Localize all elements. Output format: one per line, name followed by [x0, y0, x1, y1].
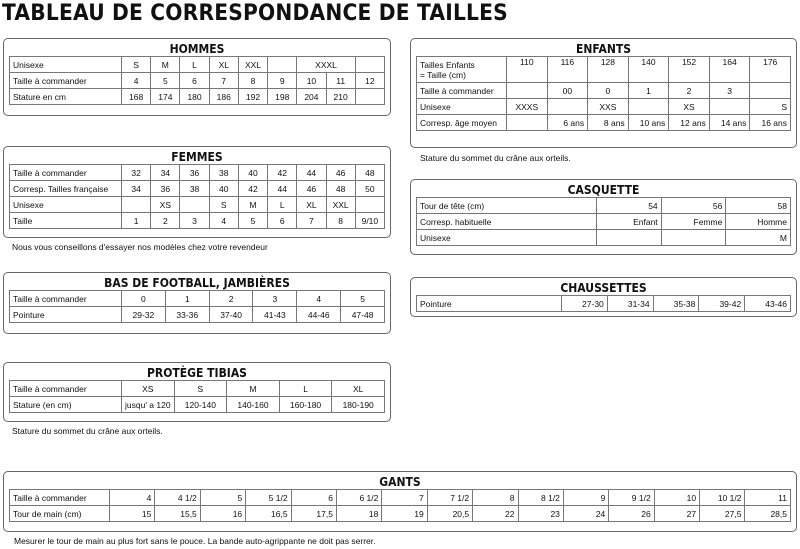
table-cell: 8: [326, 213, 355, 229]
table-cell: 0: [588, 83, 629, 99]
enfants-section: [410, 38, 797, 148]
table-cell: 116: [547, 57, 588, 83]
table-cell: [355, 57, 384, 73]
table-cell: 5: [151, 73, 180, 89]
table-cell: 46: [297, 181, 326, 197]
table-cell: 2: [151, 213, 180, 229]
table-cell: XL: [209, 57, 238, 73]
table-cell: XS: [151, 197, 180, 213]
table-cell: 6 1/2: [336, 490, 381, 506]
table-cell: 140: [628, 57, 669, 83]
table-cell: 5: [200, 490, 245, 506]
section-title: CASQUETTE: [567, 183, 640, 197]
table-cell: 27,5: [700, 506, 745, 522]
table-cell: S: [750, 99, 791, 115]
table-cell: 16,5: [246, 506, 291, 522]
row-label-line: = Taille (cm): [420, 69, 466, 80]
table-cell: 34: [122, 181, 151, 197]
table-cell: 31-34: [607, 296, 653, 312]
table-cell: 16: [200, 506, 245, 522]
table-cell: 15,5: [155, 506, 200, 522]
table-cell: 11: [745, 490, 791, 506]
row-label: Tour de tête (cm): [417, 198, 597, 214]
table-cell: 152: [669, 57, 710, 83]
table-cell: 44-46: [297, 307, 341, 323]
section-title: FEMMES: [171, 150, 223, 164]
row-label: Stature (en cm): [10, 397, 122, 413]
table-cell: 27-30: [562, 296, 608, 312]
table-cell: 2: [209, 291, 253, 307]
table-row: [417, 214, 791, 230]
table-cell: 36: [180, 165, 209, 181]
table-row: [10, 397, 385, 413]
table-cell: L: [180, 57, 209, 73]
row-label: Unisexe: [417, 99, 507, 115]
gants-table: [9, 489, 791, 522]
table-cell: 6: [291, 490, 336, 506]
row-label-line: Tailles Enfants: [420, 59, 475, 70]
row-label: Taille à commander: [417, 83, 507, 99]
table-cell: 50: [355, 181, 384, 197]
table-cell: 160-180: [279, 397, 332, 413]
table-row: [417, 83, 791, 99]
row-label: Pointure: [10, 307, 122, 323]
table-row: [10, 381, 385, 397]
row-label: Stature en cm: [10, 89, 122, 105]
table-cell: 4: [110, 490, 155, 506]
hommes-section: [3, 38, 391, 116]
table-cell: 4 1/2: [155, 490, 200, 506]
table-cell: 15: [110, 506, 155, 522]
row-label: Corresp. âge moyen: [417, 115, 507, 131]
table-cell: 9: [563, 490, 608, 506]
table-cell: 43-46: [745, 296, 791, 312]
table-cell: [355, 197, 384, 213]
table-cell: 36: [151, 181, 180, 197]
table-cell: 186: [209, 89, 238, 105]
row-label: [417, 57, 507, 83]
table-cell: 8: [473, 490, 518, 506]
table-cell: 204: [297, 89, 326, 105]
table-row: [10, 307, 385, 323]
row-label: Corresp. habituelle: [417, 214, 597, 230]
enfants-table: [416, 56, 791, 131]
bas-football-table: [9, 290, 385, 323]
table-cell: XXXL: [297, 57, 355, 73]
table-cell: 39-42: [699, 296, 745, 312]
table-cell: 37-40: [209, 307, 253, 323]
table-cell: 42: [268, 165, 297, 181]
table-cell: 42: [238, 181, 267, 197]
table-cell: 44: [297, 165, 326, 181]
table-cell: 180: [180, 89, 209, 105]
table-row: [10, 57, 385, 73]
table-cell: 14 ans: [709, 115, 750, 131]
femmes-section: [3, 146, 391, 238]
protege-tibias-section: [3, 362, 391, 422]
table-cell: 16 ans: [750, 115, 791, 131]
casquette-section: [410, 179, 797, 255]
table-cell: 20,5: [427, 506, 472, 522]
table-cell: 22: [473, 506, 518, 522]
table-cell: 46: [326, 165, 355, 181]
row-label: Taille à commander: [10, 381, 122, 397]
table-cell: 48: [355, 165, 384, 181]
row-label: Pointure: [417, 296, 562, 312]
table-cell: 18: [336, 506, 381, 522]
table-cell: Enfant: [597, 214, 662, 230]
section-title: BAS DE FOOTBALL, JAMBIÈRES: [104, 276, 290, 290]
table-row: [417, 230, 791, 246]
table-row: [10, 197, 385, 213]
table-cell: [750, 83, 791, 99]
table-cell: 120-140: [174, 397, 227, 413]
table-cell: 128: [588, 57, 629, 83]
table-cell: XL: [332, 381, 385, 397]
table-cell: 41-43: [253, 307, 297, 323]
table-cell: 23: [518, 506, 563, 522]
table-cell: jusqu' a 120: [122, 397, 175, 413]
table-row: [10, 506, 791, 522]
table-row: [10, 291, 385, 307]
table-cell: 174: [151, 89, 180, 105]
table-cell: 4: [122, 73, 151, 89]
table-cell: 1: [628, 83, 669, 99]
chaussettes-table: [416, 295, 791, 312]
row-label: Corresp. Tailles française: [10, 181, 122, 197]
table-cell: 5: [341, 291, 385, 307]
table-cell: 38: [209, 165, 238, 181]
table-cell: L: [268, 197, 297, 213]
table-cell: XS: [122, 381, 175, 397]
table-cell: 29-32: [122, 307, 166, 323]
table-cell: 9 1/2: [609, 490, 654, 506]
table-row: [10, 181, 385, 197]
table-cell: M: [151, 57, 180, 73]
table-cell: 12 ans: [669, 115, 710, 131]
table-cell: [268, 57, 297, 73]
table-cell: L: [279, 381, 332, 397]
table-cell: [507, 115, 548, 131]
row-label: Taille à commander: [10, 291, 122, 307]
casquette-table: [416, 197, 791, 246]
table-cell: 0: [122, 291, 166, 307]
table-row: [10, 165, 385, 181]
table-cell: [355, 89, 384, 105]
table-cell: 40: [209, 181, 238, 197]
table-cell: S: [209, 197, 238, 213]
section-title: GANTS: [379, 475, 421, 489]
table-cell: M: [227, 381, 280, 397]
table-row: [417, 57, 791, 83]
table-cell: 48: [326, 181, 355, 197]
femmes-note: Nous vous conseillons d'essayer nos modèles chez votre revendeur: [12, 242, 268, 252]
section-title: HOMMES: [169, 42, 225, 56]
table-cell: M: [238, 197, 267, 213]
table-cell: 9/10: [355, 213, 384, 229]
row-label: Tour de main (cm): [10, 506, 110, 522]
table-cell: Homme: [726, 214, 791, 230]
table-cell: XL: [297, 197, 326, 213]
table-cell: 19: [382, 506, 427, 522]
row-label: Unisexe: [10, 57, 122, 73]
table-cell: 32: [122, 165, 151, 181]
table-cell: 56: [661, 198, 726, 214]
table-cell: 7: [297, 213, 326, 229]
table-cell: 1: [122, 213, 151, 229]
table-cell: 17,5: [291, 506, 336, 522]
table-cell: 12: [355, 73, 384, 89]
table-cell: 198: [268, 89, 297, 105]
table-cell: 3: [180, 213, 209, 229]
table-cell: 6 ans: [547, 115, 588, 131]
table-cell: 54: [597, 198, 662, 214]
row-label: Taille à commander: [10, 165, 122, 181]
hommes-table: [9, 56, 385, 105]
bas-football-section: [3, 272, 391, 334]
table-row: [10, 73, 385, 89]
table-cell: S: [122, 57, 151, 73]
gants-note: Mesurer le tour de main au plus fort sans le pouce. La bande auto-agrippante ne doit pas serrer.: [14, 536, 376, 546]
table-cell: 10: [654, 490, 699, 506]
table-cell: 9: [268, 73, 297, 89]
table-cell: XXXS: [507, 99, 548, 115]
protege-tibias-note: Stature du sommet du crâne aux orteils.: [12, 426, 163, 436]
section-title: CHAUSSETTES: [560, 281, 647, 295]
table-row: [10, 490, 791, 506]
table-cell: 3: [253, 291, 297, 307]
table-row: [417, 296, 791, 312]
table-cell: [661, 230, 726, 246]
table-cell: S: [174, 381, 227, 397]
table-cell: XXL: [326, 197, 355, 213]
section-title: PROTÈGE TIBIAS: [147, 366, 247, 380]
table-cell: 7: [209, 73, 238, 89]
gants-section: [3, 471, 797, 532]
table-cell: 58: [726, 198, 791, 214]
table-row: [10, 89, 385, 105]
table-cell: 176: [750, 57, 791, 83]
table-cell: 40: [238, 165, 267, 181]
table-row: [10, 213, 385, 229]
table-cell: [628, 99, 669, 115]
table-cell: 10 1/2: [700, 490, 745, 506]
table-cell: 140-160: [227, 397, 280, 413]
table-cell: 192: [238, 89, 267, 105]
table-row: [417, 198, 791, 214]
row-label: Unisexe: [417, 230, 597, 246]
table-cell: 47-48: [341, 307, 385, 323]
table-cell: 00: [547, 83, 588, 99]
table-cell: 27: [654, 506, 699, 522]
table-cell: [507, 83, 548, 99]
table-cell: 164: [709, 57, 750, 83]
section-title: ENFANTS: [575, 42, 632, 56]
table-cell: 8 ans: [588, 115, 629, 131]
table-cell: 33-36: [165, 307, 209, 323]
table-cell: 35-38: [653, 296, 699, 312]
table-cell: 168: [122, 89, 151, 105]
table-cell: 34: [151, 165, 180, 181]
table-cell: 3: [709, 83, 750, 99]
table-cell: 38: [180, 181, 209, 197]
row-label: Unisexe: [10, 197, 122, 213]
table-cell: 10: [297, 73, 326, 89]
table-cell: 24: [563, 506, 608, 522]
table-cell: XXS: [588, 99, 629, 115]
table-cell: [180, 197, 209, 213]
table-cell: 210: [326, 89, 355, 105]
table-cell: [547, 99, 588, 115]
table-cell: 5: [238, 213, 267, 229]
chaussettes-section: [410, 277, 797, 317]
table-cell: 6: [180, 73, 209, 89]
row-label: Taille: [10, 213, 122, 229]
table-cell: 26: [609, 506, 654, 522]
femmes-table: [9, 164, 385, 229]
table-cell: 4: [209, 213, 238, 229]
table-cell: 4: [297, 291, 341, 307]
table-cell: 11: [326, 73, 355, 89]
table-cell: [122, 197, 151, 213]
table-cell: 8: [238, 73, 267, 89]
table-row: [417, 115, 791, 131]
table-cell: 2: [669, 83, 710, 99]
table-cell: 7: [382, 490, 427, 506]
protege-tibias-table: [9, 380, 385, 413]
table-cell: [597, 230, 662, 246]
table-cell: Femme: [661, 214, 726, 230]
row-label: Taille à commander: [10, 490, 110, 506]
table-cell: 7 1/2: [427, 490, 472, 506]
row-label: Taille à commander: [10, 73, 122, 89]
table-cell: 110: [507, 57, 548, 83]
table-cell: 5 1/2: [246, 490, 291, 506]
table-cell: 10 ans: [628, 115, 669, 131]
table-cell: 44: [268, 181, 297, 197]
table-cell: [709, 99, 750, 115]
table-cell: 28,5: [745, 506, 791, 522]
table-cell: XXL: [238, 57, 267, 73]
table-row: [417, 99, 791, 115]
table-cell: M: [726, 230, 791, 246]
enfants-note: Stature du sommet du crâne aux orteils.: [420, 153, 571, 163]
table-cell: 6: [268, 213, 297, 229]
table-cell: 180-190: [332, 397, 385, 413]
table-cell: 8 1/2: [518, 490, 563, 506]
table-cell: 1: [165, 291, 209, 307]
table-cell: XS: [669, 99, 710, 115]
page-title: TABLEAU DE CORRESPONDANCE DE TAILLES: [2, 1, 508, 26]
